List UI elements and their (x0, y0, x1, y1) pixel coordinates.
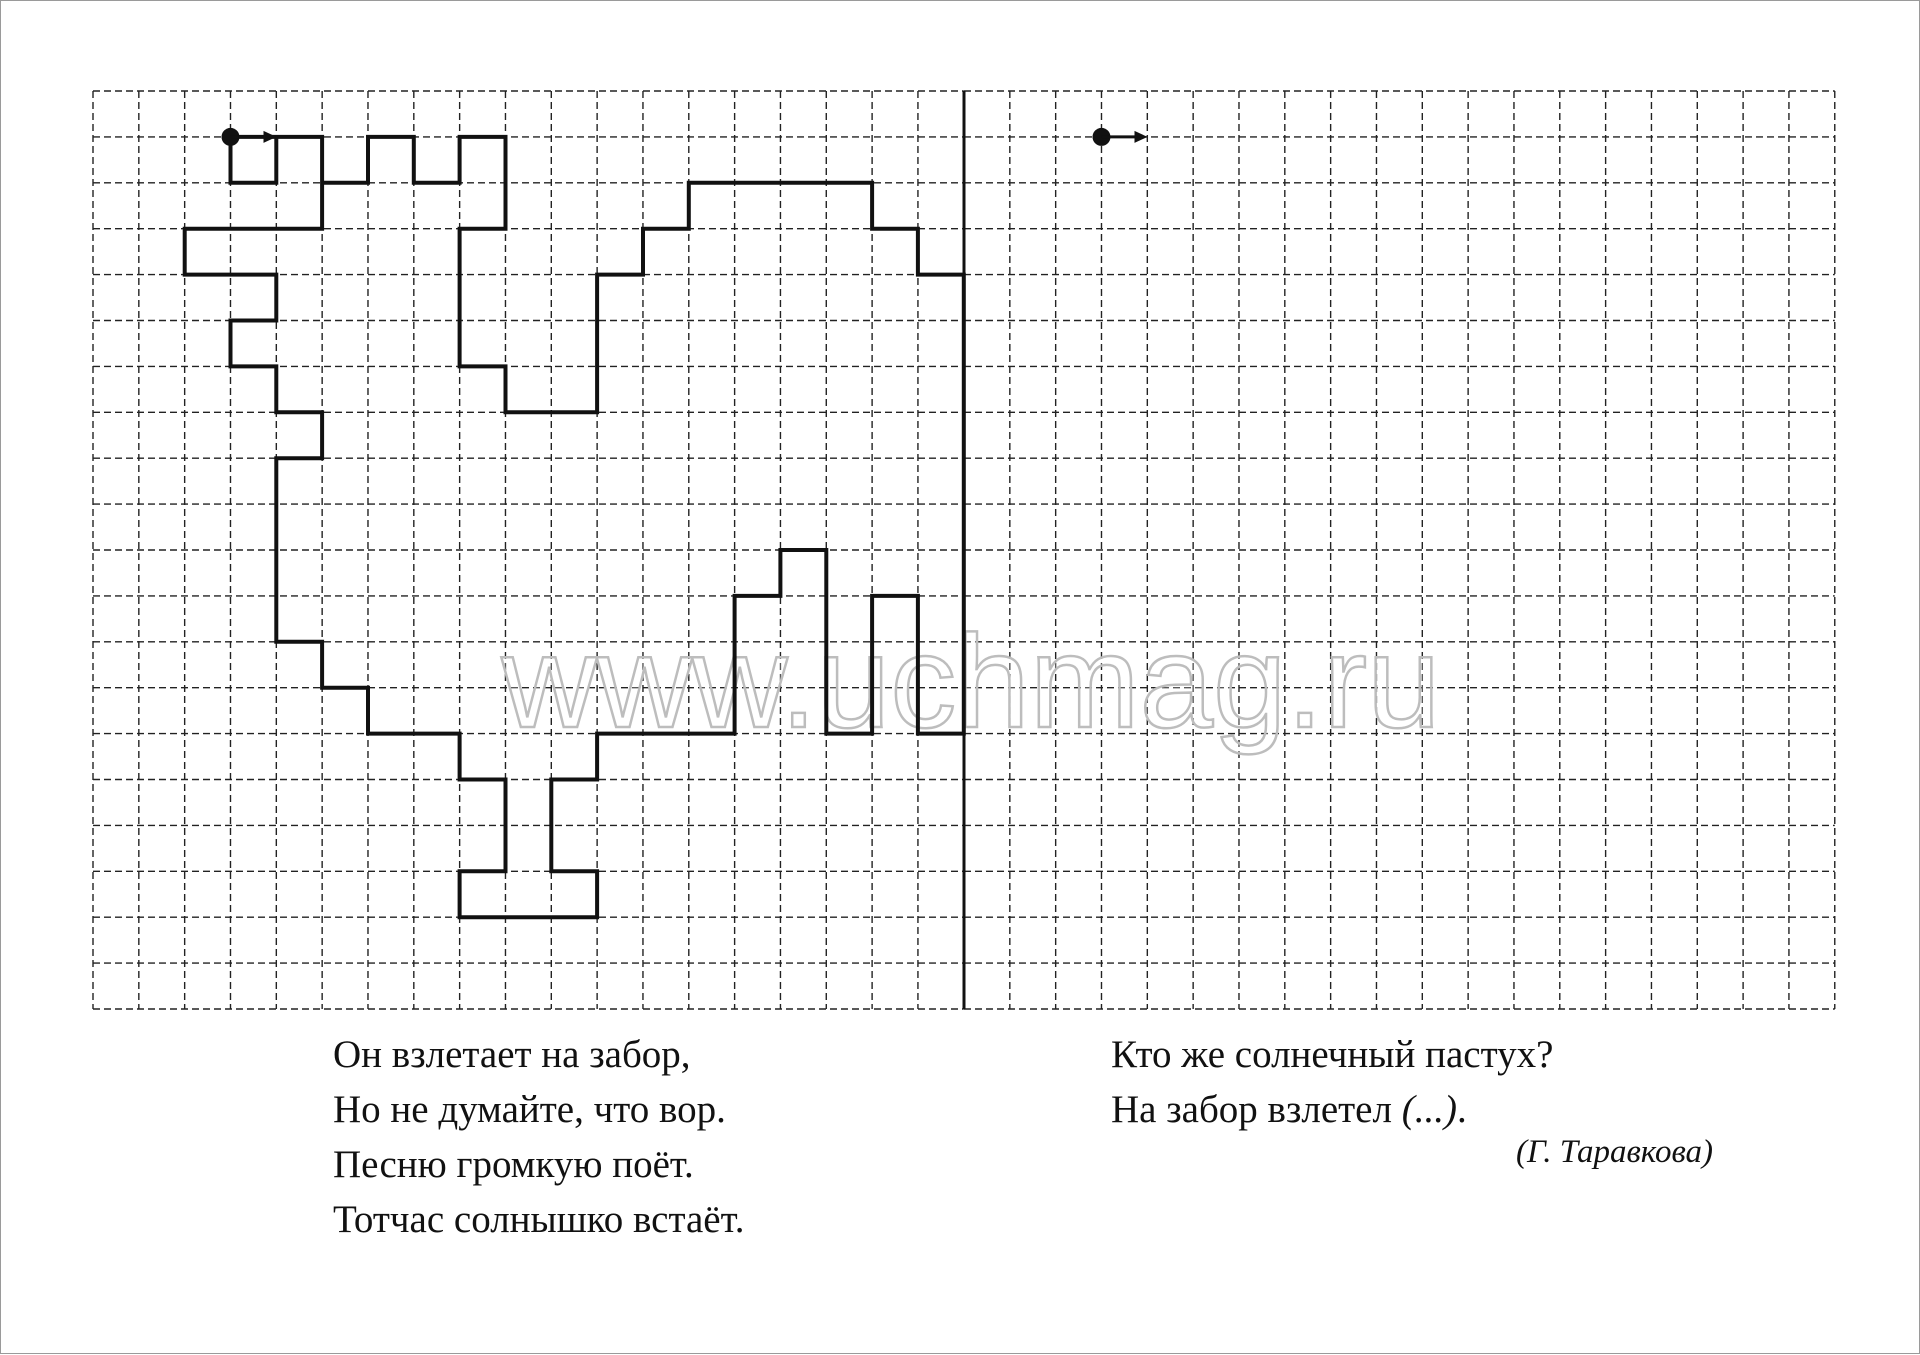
arrow-right-head (1134, 131, 1147, 143)
poem-right-line-1: Кто же солнечный пастух? (1111, 1033, 1554, 1076)
poem-right-line-2-text: На забор взлетел (1111, 1088, 1402, 1131)
answer-blank: (...) (1401, 1088, 1457, 1131)
poem-author: (Г. Таравкова) (1516, 1134, 1714, 1170)
rooster-outline-path (185, 137, 964, 917)
poem-left-line-4: Тотчас солнышко встаёт. (333, 1198, 745, 1241)
watermark-text: www.uchmag.ru (501, 608, 1441, 755)
right-dashed-grid (964, 91, 1835, 1009)
poem-right-line-2-end: . (1456, 1088, 1467, 1131)
poem-right-line-2 (1111, 1082, 1553, 1137)
poem-left-line-2: Но не думайте, что вор. (333, 1088, 726, 1131)
poem-left-line-1: Он взлетает на забор, (333, 1033, 691, 1076)
poem-left (333, 1027, 744, 1247)
poem-left-line-3: Песню громкую поёт. (333, 1143, 694, 1186)
poem-right (1111, 1027, 1553, 1137)
